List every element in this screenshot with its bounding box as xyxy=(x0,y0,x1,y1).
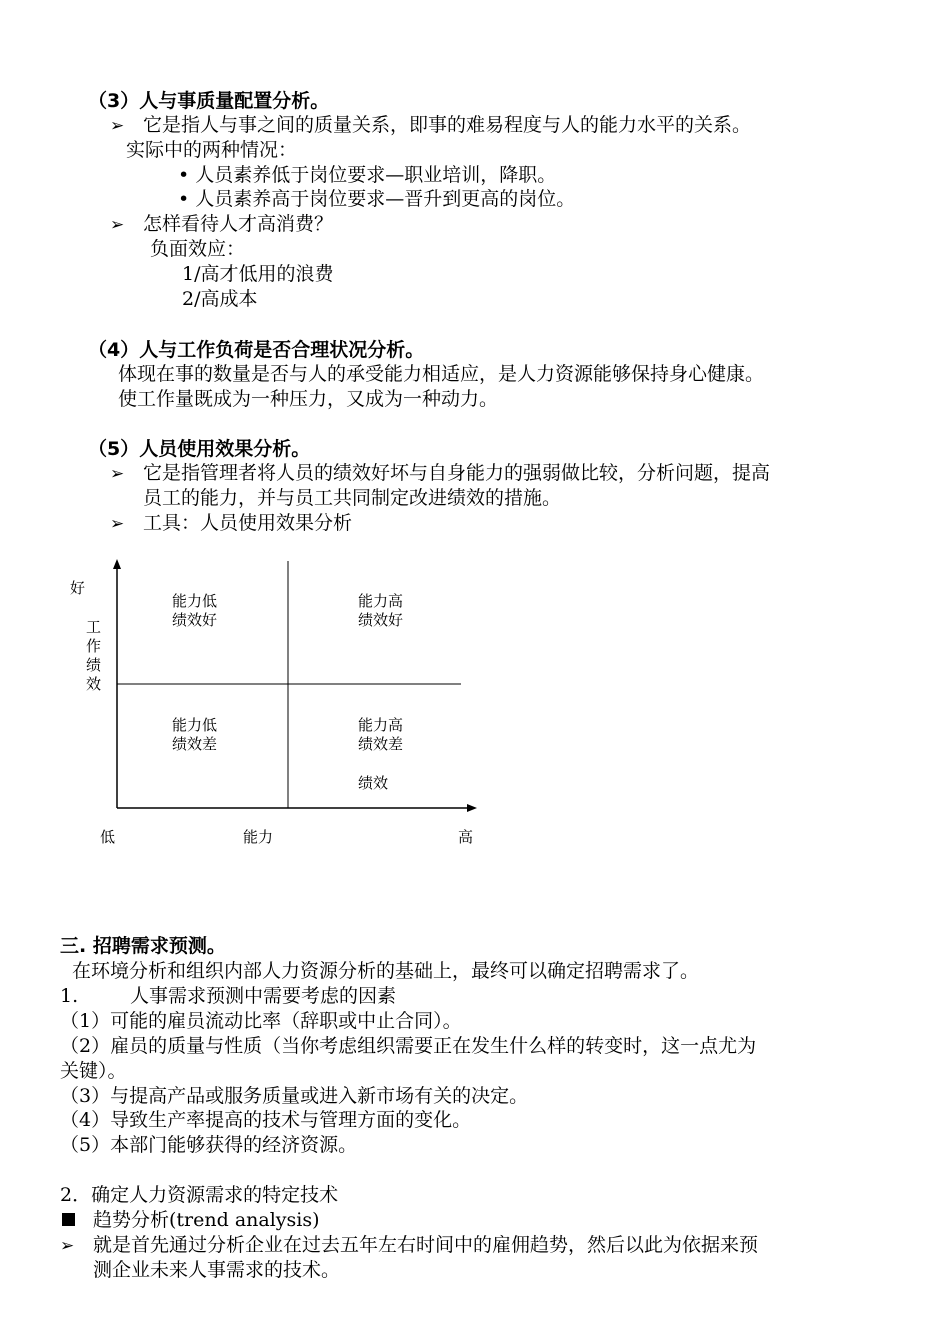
quadrant-tr-line1: 能力高 xyxy=(358,592,404,610)
y-axis-high: 好 xyxy=(70,579,86,597)
arrow-bullet-icon: ➢ xyxy=(60,1236,75,1256)
sec3-dot-2: • 人员素养高于岗位要求—晋升到更高的岗位。 xyxy=(178,188,576,210)
trend-desc-a: 就是首先通过分析企业在过去五年左右时间中的雇佣趋势，然后以此为依据来预 xyxy=(93,1234,759,1256)
factor-5: （5）本部门能够获得的经济资源。 xyxy=(60,1134,358,1156)
trend-desc-b: 测企业未来人事需求的技术。 xyxy=(93,1259,341,1281)
sec3-negative-1: 1/高才低用的浪费 xyxy=(182,263,334,285)
x-axis-arrow xyxy=(467,804,477,812)
y-axis-label-4: 效 xyxy=(86,675,102,693)
x-axis-low: 低 xyxy=(100,828,116,846)
section-4-heading: （4）人与工作负荷是否合理状况分析。 xyxy=(88,339,425,361)
x-axis-label: 能力 xyxy=(243,828,274,846)
sec5-bullet-2: 工具：人员使用效果分析 xyxy=(143,512,353,534)
quadrant-bl-line2: 绩效差 xyxy=(172,735,218,753)
sec4-line-1: 体现在事的数量是否与人的承受能力相适应，是人力资源能够保持身心健康。 xyxy=(118,363,765,385)
arrow-bullet-icon: ➢ xyxy=(110,464,125,484)
y-axis-label-1: 工 xyxy=(86,618,102,636)
x-axis-high: 高 xyxy=(458,828,474,846)
arrow-bullet-icon: ➢ xyxy=(110,514,125,534)
factor-2b: 关键）。 xyxy=(60,1060,127,1082)
sec3-bullet-2: 怎样看待人才高消费？ xyxy=(143,213,334,235)
sec3-sub: 实际中的两种情况： xyxy=(126,139,298,161)
section-5-heading: （5）人员使用效果分析。 xyxy=(88,438,311,460)
sec5-bullet-1b: 员工的能力，并与员工共同制定改进绩效的措施。 xyxy=(143,487,562,509)
y-axis-arrow xyxy=(113,559,121,569)
factor-3: （3）与提高产品或服务质量或进入新市场有关的决定。 xyxy=(60,1085,529,1107)
factor-1: （1）可能的雇员流动比率（辞职或中止合同）。 xyxy=(60,1010,462,1032)
numbered-1-num: 1. xyxy=(60,985,79,1007)
quadrant-tr-line2: 绩效好 xyxy=(358,611,404,629)
quadrant-inner-label: 绩效 xyxy=(358,774,389,792)
factor-4: （4）导致生产率提高的技术与管理方面的变化。 xyxy=(60,1109,472,1131)
arrow-bullet-icon: ➢ xyxy=(110,215,125,235)
sec5-bullet-1a: 它是指管理者将人员的绩效好坏与自身能力的强弱做比较，分析问题，提高 xyxy=(143,462,771,484)
y-axis-label-3: 绩 xyxy=(86,656,102,674)
part-3-heading: 三. 招聘需求预测。 xyxy=(60,935,226,957)
quadrant-br-line2: 绩效差 xyxy=(358,735,404,753)
quadrant-tl-line2: 绩效好 xyxy=(172,611,218,629)
factor-2a: （2）雇员的质量与性质（当你考虑组织需要正在发生什么样的转变时，这一点尤为 xyxy=(60,1035,757,1057)
arrow-bullet-icon: ➢ xyxy=(110,116,125,136)
part-3-intro: 在环境分析和组织内部人力资源分析的基础上，最终可以确定招聘需求了。 xyxy=(72,960,700,982)
quadrant-br-line1: 能力高 xyxy=(358,716,404,734)
quadrant-bl-line1: 能力低 xyxy=(172,716,218,734)
quadrant-tl-line1: 能力低 xyxy=(172,592,218,610)
section-3-heading: （3）人与事质量配置分析。 xyxy=(88,90,330,112)
sec3-negative-2: 2/高成本 xyxy=(182,288,258,310)
sec3-dot-1: • 人员素养低于岗位要求—职业培训，降职。 xyxy=(178,164,557,186)
y-axis-label-2: 作 xyxy=(86,637,102,655)
sec3-negative: 负面效应： xyxy=(150,238,246,260)
sec3-bullet-1: 它是指人与事之间的质量关系，即事的难易程度与人的能力水平的关系。 xyxy=(143,114,752,136)
trend-analysis: 趋势分析(trend analysis) xyxy=(93,1209,320,1231)
sec4-line-2: 使工作量既成为一种压力，又成为一种动力。 xyxy=(118,388,499,410)
square-bullet-icon xyxy=(62,1208,75,1232)
numbered-1-text: 人事需求预测中需要考虑的因素 xyxy=(130,985,397,1007)
numbered-2: 2．确定人力资源需求的特定技术 xyxy=(60,1184,339,1206)
